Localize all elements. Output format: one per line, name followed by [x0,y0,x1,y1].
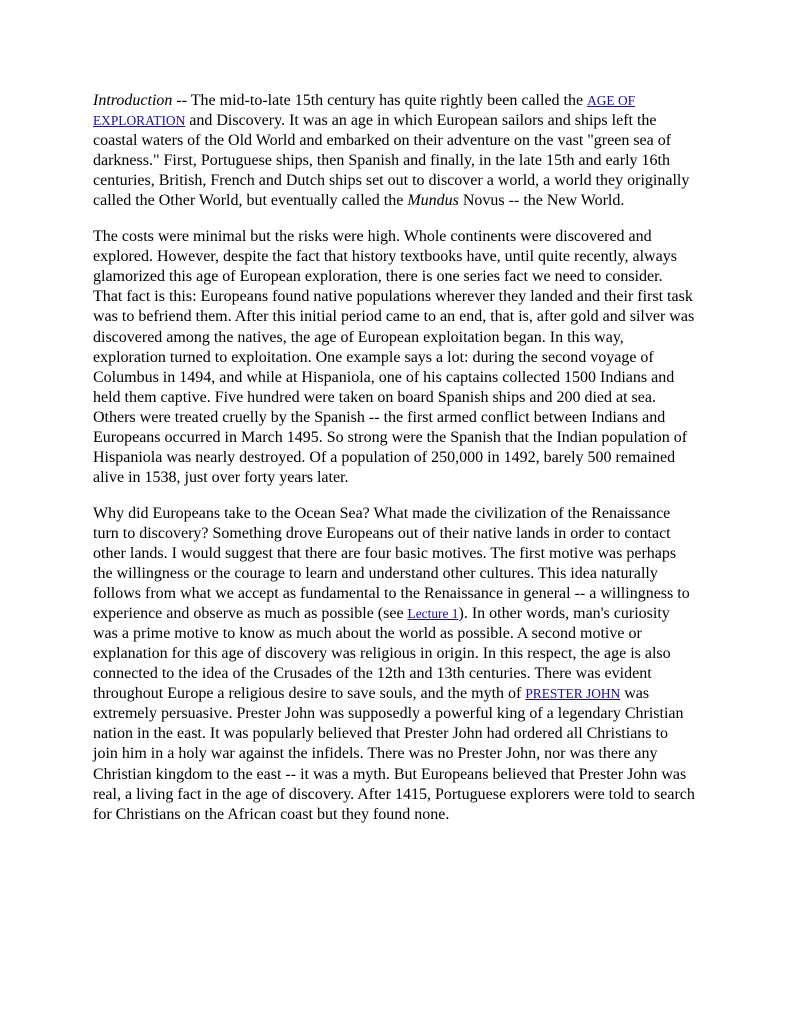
motives-text-3: was extremely persuasive. Prester John was supposedly a powerful king of a legendary Christian nation in the east. It was popularly believed that Prester John had ordered all Christians to join him in a holy war against the infidels. There was no Prester John, nor was there any Christian kingdom to the east -- it was a myth. But Europeans believed that Prester John was real, a living fact in the age of discovery. After 1415, Portuguese explorers were told to search for Christians on the African coast but they found none. [93,685,695,823]
age-of-exploration-link[interactable]: AGE OF EXPLORATION [93,93,636,129]
paragraph-introduction [93,91,695,211]
intro-text-3: Novus -- the New World. [458,192,625,210]
paragraph-motives [93,504,695,825]
intro-heading: Introduction [93,92,173,109]
prester-john-link[interactable]: PRESTER JOHN [525,686,621,702]
intro-text-2: and Discovery. It was an age in which European sailors and ships left the coastal waters of the Old World and embarked on their adventure on the vast "green sea of darkness." First, Portuguese ships, then Spanish and finally, in the late 15th and early 16th centuries, British, French and Dutch ships set out to discover a world, a world they originally called the Other World, but eventually called the [93,112,690,210]
motives-text-2: ). In other words, man's curiosity was a prime motive to know as much about the world as possible. A second motive or explanation for this age of discovery was religious in origin. In this respect, the age is also connected to the idea of the Crusades of the 12th and 13th centuries. There was evident throughout Europe a religious desire to save souls, and the myth of [93,605,671,703]
paragraph-costs-risks: The costs were minimal but the risks were high. Whole continents were discovered and explored. However, despite the fact that history textbooks have, until quite recently, always glamorized this age of European exploration, there is one series fact we need to consider. That fact is this: Europeans found native populations wherever they landed and their first task was to befriend them. After this initial period came to an end, that is, after gold and silver was discovered among the natives, the age of European exploitation began. In this way, exploration turned to exploitation. One example says a lot: during the second voyage of Columbus in 1494, and while at Hispaniola, one of his captains collected 1500 Indians and held them captive. Five hundred were taken on board Spanish ships and 200 died at sea. Others were treated cruelly by the Spanish -- the first armed conflict between Indians and Europeans occurred in March 1495. So strong were the Spanish that the Indian population of Hispaniola was nearly destroyed. Of a population of 250,000 in 1492, barely 500 remained alive in 1538, just over forty years later. [93,228,695,486]
lecture-1-link[interactable]: Lecture 1 [407,606,459,622]
document-body [93,91,695,841]
motives-text-1: Why did Europeans take to the Ocean Sea? What made the civilization of the Renaissance turn to discovery? Something drove Europeans out of their native lands in order to contact other lands. I would suggest that there are four basic motives. The first motive was perhaps the willingness or the courage to learn and understand other cultures. This idea naturally follows from what we accept as fundamental to the Renaissance in general -- a willingness to experience and observe as much as possible (see [93,504,690,623]
intro-text-1: -- The mid-to-late 15th century has quite rightly been called the [172,92,588,109]
mundus-italic: Mundus [407,192,459,210]
